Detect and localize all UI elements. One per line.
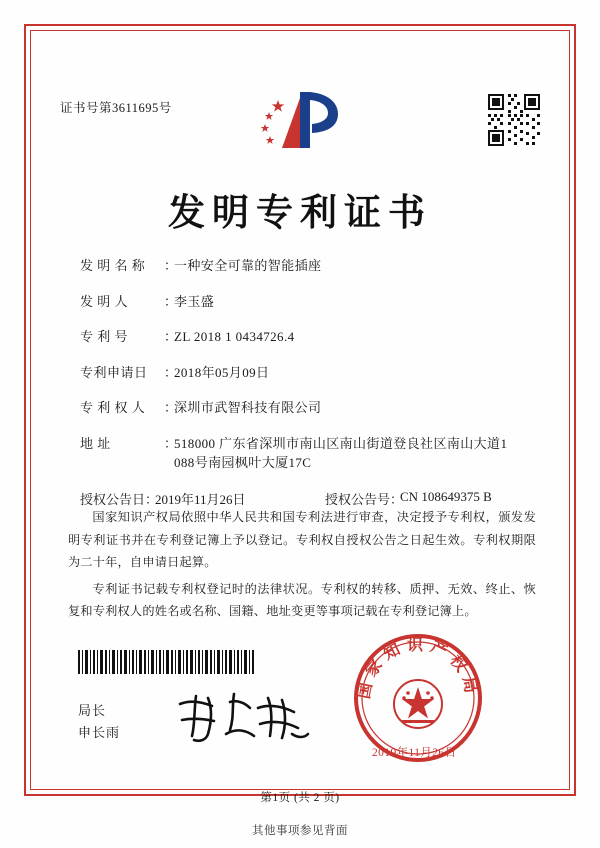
grant-date-group bbox=[80, 489, 325, 508]
paragraph-1: 国家知识产权局依照中华人民共和国专利法进行审查，决定授予专利权，颁发发明专利证书并在专利登记簿上予以登记。专利权自授权公告之日起生效。专利权期限为二十年，自申请日起算。 bbox=[68, 510, 536, 570]
paragraph-2: 专利证书记载专利权登记时的法律状况。专利权的转移、质押、无效、终止、恢复和专利权人的姓名或名称、国籍、地址变更等事项记载在专利登记簿上。 bbox=[68, 581, 536, 619]
field-colon: ： bbox=[164, 293, 178, 309]
page-number: 第1页 (共 2 页) bbox=[260, 792, 340, 804]
fields-list bbox=[80, 256, 530, 524]
field-application-date bbox=[80, 363, 530, 383]
field-grant-announcement bbox=[80, 489, 530, 508]
field-colon: ： bbox=[164, 400, 178, 415]
field-colon: ： bbox=[164, 329, 178, 344]
field-label: 地 址 bbox=[80, 435, 111, 451]
field-inventor bbox=[80, 292, 530, 312]
seal-date: 2019年11月26日 bbox=[372, 747, 457, 759]
director-label: 局长 bbox=[78, 703, 107, 718]
director-block bbox=[78, 700, 120, 744]
field-value-line2: 088号南园枫叶大厦17C bbox=[174, 455, 312, 470]
field-value: 518000 广东省深圳市南山区南山街道登良社区南山大道1 bbox=[174, 435, 508, 451]
grant-number-group bbox=[325, 489, 530, 508]
field-label: 发 明 名 称 bbox=[80, 258, 146, 273]
field-value: 李玉盛 bbox=[174, 293, 215, 309]
cnipa-logo-icon bbox=[248, 88, 348, 152]
grant-date-label: 授权公告日 bbox=[80, 491, 146, 507]
grant-number-label: 授权公告号 bbox=[325, 491, 391, 507]
field-value-wrap bbox=[174, 434, 530, 473]
field-invention-name bbox=[80, 256, 530, 276]
field-patent-number bbox=[80, 327, 530, 347]
field-label: 发 明 人 bbox=[80, 293, 129, 309]
qr-code-icon bbox=[486, 92, 542, 148]
field-colon: ： bbox=[164, 258, 178, 273]
field-colon: ： bbox=[164, 364, 178, 380]
field-patentee bbox=[80, 398, 530, 418]
field-value: ZL 2018 1 0434726.4 bbox=[174, 329, 295, 344]
certificate-number: 证书号第3611695号 bbox=[60, 101, 172, 115]
barcode-icon bbox=[78, 650, 254, 674]
field-value: 深圳市武智科技有限公司 bbox=[174, 400, 322, 415]
field-value: 一种安全可靠的智能插座 bbox=[174, 258, 322, 273]
field-value: 2018年05月09日 bbox=[174, 364, 270, 380]
bottom-note: 其他事项参见背面 bbox=[252, 825, 348, 837]
page-title: 发明专利证书 bbox=[168, 190, 432, 234]
director-name: 申长雨 bbox=[78, 725, 121, 741]
grant-date-value: 2019年11月26日 bbox=[155, 491, 246, 507]
field-colon: ： bbox=[164, 435, 178, 451]
field-label: 专 利 权 人 bbox=[80, 400, 146, 415]
grant-number-value: CN 108649375 B bbox=[400, 488, 492, 504]
svg-text:国家知识产权局: 国家知识产权局 bbox=[354, 635, 482, 701]
director-signature-icon bbox=[172, 690, 312, 748]
grant-number-colon: ： bbox=[390, 491, 404, 507]
grant-date-colon: ： bbox=[145, 491, 159, 507]
legal-paragraphs bbox=[68, 506, 536, 627]
field-label: 专利申请日 bbox=[80, 364, 148, 380]
field-label: 专 利 号 bbox=[80, 329, 129, 344]
field-address bbox=[80, 434, 530, 473]
